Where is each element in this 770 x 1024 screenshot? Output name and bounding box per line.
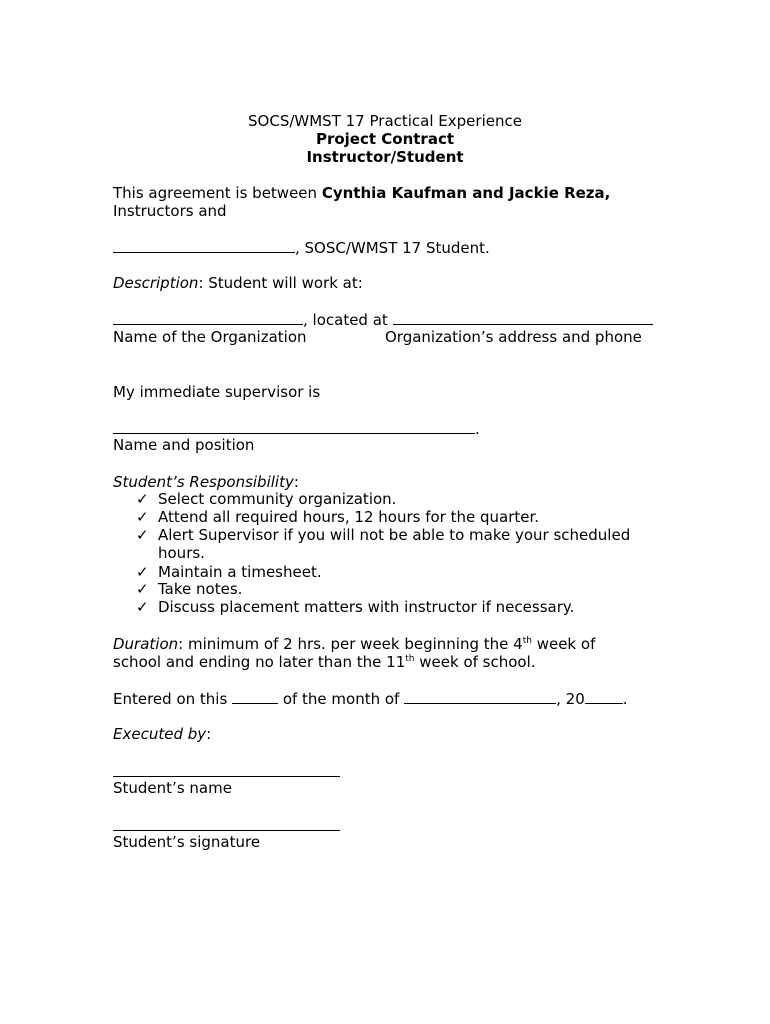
year-blank[interactable]: [585, 689, 623, 704]
month-blank[interactable]: [404, 689, 556, 704]
instructor-names: Cynthia Kaufman and Jackie Reza,: [321, 184, 611, 202]
agreement-lead: This agreement is between: [113, 184, 322, 202]
document-subtitle: Instructor/Student: [306, 148, 464, 166]
entered-line: [113, 689, 628, 708]
list-item: Discuss placement matters with instructor if necessary.: [158, 598, 575, 616]
list-item: Alert Supervisor if you will not be able to make your scheduled: [158, 526, 631, 544]
checkmark-icon: ✓: [136, 563, 149, 581]
student-name-field[interactable]: [113, 762, 340, 777]
checkmark-icon: ✓: [136, 490, 149, 508]
located-at-text: , located at: [303, 311, 393, 329]
organization-caption: Name of the Organization: [113, 328, 307, 346]
ordinal-suffix: th: [522, 636, 532, 646]
day-blank[interactable]: [232, 689, 278, 704]
description-text: : Student will work at:: [198, 274, 363, 292]
description-label: Description: [113, 274, 199, 292]
entered-period: .: [622, 690, 628, 708]
responsibility-label: Student’s Responsibility: [113, 473, 294, 491]
checkmark-icon: ✓: [136, 598, 149, 616]
executed-label: Executed by: [113, 725, 207, 743]
year-prefix: , 20: [556, 690, 585, 708]
checkmark-icon: ✓: [136, 508, 149, 526]
organization-blank[interactable]: [113, 310, 303, 325]
duration-ending-end: week of school.: [414, 653, 536, 671]
student-name-blank[interactable]: [113, 238, 295, 253]
entered-text: Entered on this: [113, 690, 233, 708]
duration-line-2: [113, 653, 536, 671]
agreement-line: [113, 184, 610, 202]
duration-label: Duration: [113, 635, 179, 653]
document-title: Project Contract: [315, 130, 455, 148]
list-item-continuation: hours.: [158, 544, 205, 562]
month-text: of the month of: [278, 690, 405, 708]
student-line: [113, 238, 490, 257]
supervisor-caption: Name and position: [113, 436, 255, 454]
duration-text: : minimum of 2 hrs. per week beginning the 4: [178, 635, 523, 653]
responsibility-colon: :: [293, 473, 299, 491]
executed-line: [113, 725, 211, 743]
organization-line: [113, 310, 653, 329]
description-line: [113, 274, 363, 292]
supervisor-blank[interactable]: [113, 419, 475, 434]
responsibility-heading: [113, 473, 299, 491]
checkmark-icon: ✓: [136, 580, 149, 598]
list-item: Maintain a timesheet.: [158, 563, 322, 581]
supervisor-period: .: [475, 420, 480, 438]
course-title: SOCS/WMST 17 Practical Experience: [248, 112, 522, 130]
list-item: Attend all required hours, 12 hours for the quarter.: [158, 508, 540, 526]
duration-ending: school and ending no later than the 11: [113, 653, 406, 671]
student-signature-field[interactable]: [113, 816, 340, 831]
duration-line: [113, 635, 595, 653]
list-item: Select community organization.: [158, 490, 397, 508]
address-caption: Organization’s address and phone: [385, 328, 642, 346]
duration-text-end: week of: [531, 635, 596, 653]
student-name-caption: Student’s name: [113, 779, 232, 797]
agreement-tail: Instructors and: [113, 202, 227, 220]
checkmark-icon: ✓: [136, 526, 149, 544]
executed-colon: :: [206, 725, 212, 743]
supervisor-line: My immediate supervisor is: [113, 383, 321, 401]
ordinal-suffix: th: [405, 654, 415, 664]
student-signature-caption: Student’s signature: [113, 833, 261, 851]
list-item: Take notes.: [158, 580, 243, 598]
address-blank[interactable]: [393, 310, 653, 325]
student-suffix: , SOSC/WMST 17 Student.: [295, 239, 490, 257]
